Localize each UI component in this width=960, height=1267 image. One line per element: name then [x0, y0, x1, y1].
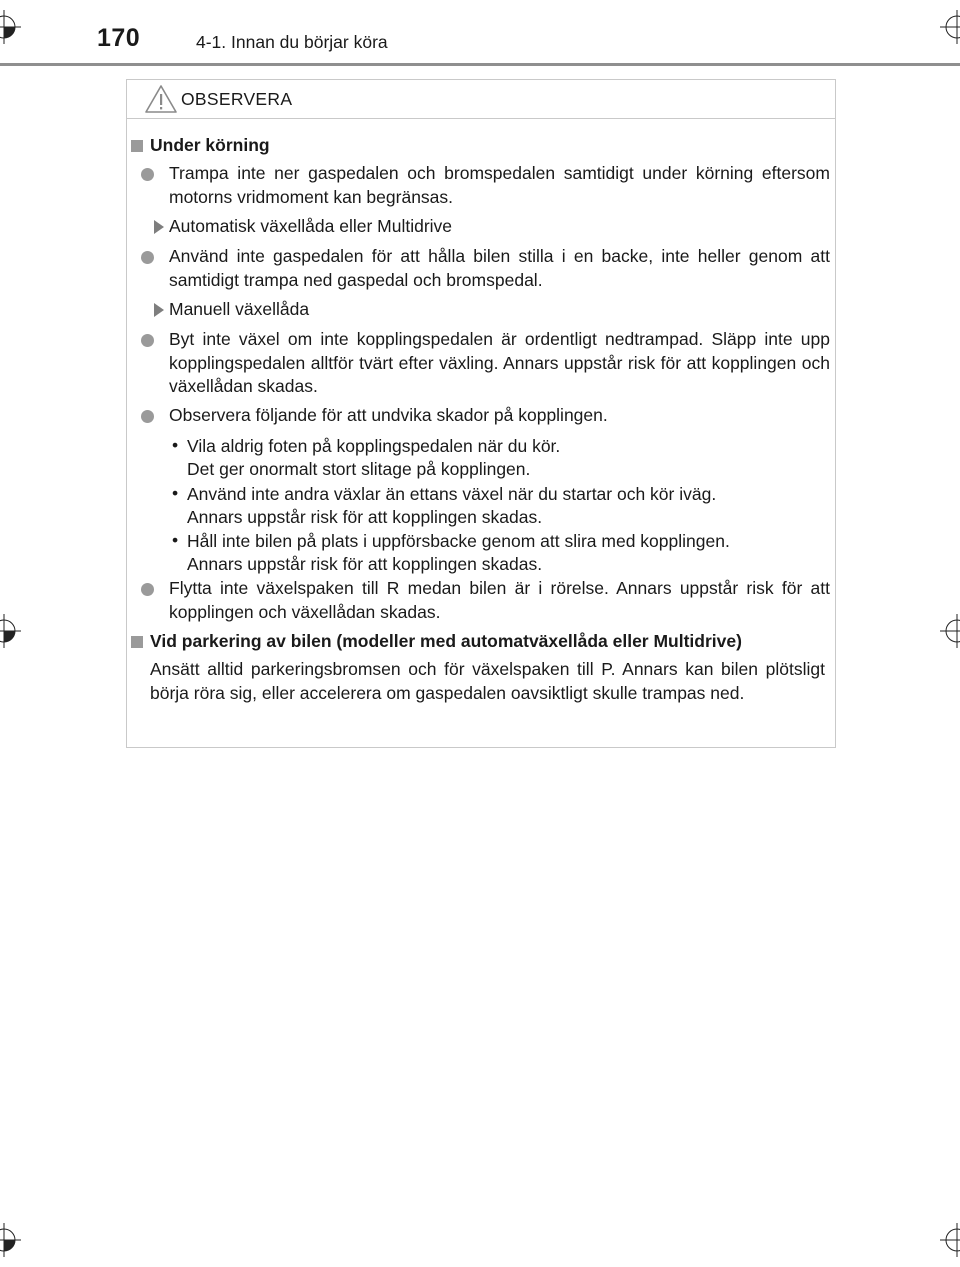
- page-number: 170: [97, 24, 141, 52]
- list-item: Använd inte gaspedalen för att hålla bilen stilla i en backe, inte heller genom att samtidigt trampa ned gaspedal och bromspedal.: [169, 246, 830, 290]
- registration-mark-mid-right: [940, 614, 960, 648]
- list-item: Flytta inte växelspaken till R medan bilen är i rörelse. Annars uppstår risk för att kopplingen och växellådan skadas.: [169, 578, 830, 622]
- caution-label: OBSERVERA: [181, 89, 293, 109]
- list-item: Trampa inte ner gaspedalen och bromspedalen samtidigt under körning eftersom motorns vridmoment kan begränsas.: [169, 163, 830, 207]
- sub-bullet-icon: •: [172, 483, 179, 503]
- sub-list-item: Vila aldrig foten på kopplingspedalen när du kör.: [187, 436, 561, 456]
- sub-heading: Manuell växellåda: [169, 299, 310, 319]
- round-bullet-icon: [141, 251, 154, 264]
- sub-list-item: Använd inte andra växlar än ettans växel när du startar och kör iväg.: [187, 484, 717, 504]
- triangle-bullet-icon: [154, 220, 164, 234]
- list-item: Byt inte växel om inte kopplingspedalen är ordentligt nedtrampad. Släpp inte upp kopplingspedalen alltför tvärt efter växling. Annars uppstår risk för att kopplingen och växellådan skadas.: [169, 329, 830, 396]
- round-bullet-icon: [141, 410, 154, 423]
- round-bullet-icon: [141, 583, 154, 596]
- sub-heading: Automatisk växellåda eller Multidrive: [169, 216, 453, 236]
- warning-triangle-icon: [144, 84, 178, 114]
- square-bullet-icon: [131, 636, 143, 648]
- triangle-bullet-icon: [154, 303, 164, 317]
- chapter-title: 4-1. Innan du börjar köra: [196, 32, 388, 52]
- sub-list-item-note: Annars uppstår risk för att kopplingen skadas.: [187, 554, 543, 574]
- square-bullet-icon: [131, 140, 143, 152]
- section-heading: Vid parkering av bilen (modeller med automatväxellåda eller Multidrive): [150, 631, 742, 651]
- section-heading: Under körning: [150, 135, 270, 155]
- registration-mark-top-right: [940, 10, 960, 44]
- registration-mark-bottom-left: [0, 1223, 21, 1257]
- registration-mark-mid-left: [0, 614, 21, 648]
- sub-list-item-note: Annars uppstår risk för att kopplingen skadas.: [187, 507, 543, 527]
- round-bullet-icon: [141, 168, 154, 181]
- caution-box: [126, 79, 836, 748]
- header-rule: [0, 63, 960, 66]
- section-body: Ansätt alltid parkeringsbromsen och för växelspaken till P. Annars kan bilen plötsligt börja röra sig, eller accelerera om gaspedalen oavsiktligt skulle trampas ned.: [150, 659, 825, 703]
- sub-bullet-icon: •: [172, 530, 179, 550]
- caution-header: [127, 80, 835, 119]
- round-bullet-icon: [141, 334, 154, 347]
- registration-mark-bottom-right: [940, 1223, 960, 1257]
- registration-mark-top-left: [0, 10, 21, 44]
- sub-list-item-note: Det ger onormalt stort slitage på kopplingen.: [187, 459, 531, 479]
- list-item: Observera följande för att undvika skador på kopplingen.: [169, 405, 608, 425]
- sub-bullet-icon: •: [172, 435, 179, 455]
- sub-list-item: Håll inte bilen på plats i uppförsbacke genom att slira med kopplingen.: [187, 531, 730, 551]
